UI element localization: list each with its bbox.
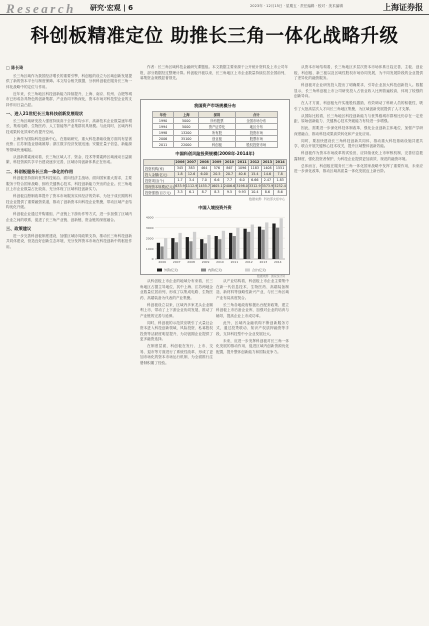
- table2-cell: 12.6: [185, 171, 198, 177]
- table2-cell: 8.7: [198, 189, 211, 195]
- table2-cell: 1605.1: [211, 184, 223, 189]
- table2-header: 2006: [175, 160, 185, 165]
- paragraph: 同时，科创板的示范效应吸引了大量社会资本进入科技创新领域，风险投资、私募股权投资等活跃度明显提升，为初创期企业提供了更多融资选择。: [140, 320, 213, 341]
- bar: [157, 242, 160, 258]
- bar: [229, 232, 232, 258]
- table1-cell: 1990: [153, 118, 174, 124]
- table2-header: 2009: [212, 160, 222, 165]
- paragraph: 总体而言，科创板在服务长三角一体化国家战略中发挥了重要作用，未来应进一步深化改革，推动区域高质量一体化发展迈上新台阶。: [294, 163, 423, 173]
- section-brand: Research: [6, 1, 76, 16]
- table1-cell: 地区分布: [235, 124, 277, 130]
- table2-cell: 6.66: [248, 177, 261, 183]
- y-tick-label: 3000: [145, 225, 154, 230]
- paragraph: 从国际比较看，长三角地区科技创新能力与世界级城市群相比仍存在一定差距，原始创新能力、关键核心技术突破能力有待进一步增强。: [294, 113, 423, 123]
- table2-cell: 7.8: [274, 171, 287, 177]
- table2-cell: 576: [211, 165, 224, 171]
- table1-cell: 13200: [174, 130, 199, 136]
- bar: [265, 222, 268, 259]
- x-tick-label: 2013: [259, 259, 268, 264]
- bar: [258, 226, 261, 258]
- bar: [186, 237, 189, 259]
- x-tick-label: 2014: [273, 259, 282, 264]
- table2-header: 2013: [262, 160, 272, 165]
- paragraph: 同时，要加快建设长三角科技创新共同体，推动重大科技基础设施共建共享，联合开展关键核心技术攻关，提升区域整体创新效能。: [294, 138, 423, 148]
- table2-cell: 9.5: [223, 189, 236, 195]
- section-label: 研究·宏观 | 6: [90, 4, 133, 12]
- subhead: 二、科创板服务长三角一体化的作用: [6, 168, 74, 174]
- paragraph: 因此，需要进一步深化科技体制改革，强化企业创新主体地位，加强产学研深度融合，推动科技成果高效转化和产业化应用。: [294, 126, 423, 136]
- page-number: 6: [128, 4, 133, 12]
- table2-cell: 7.0: [198, 177, 211, 183]
- bar: [272, 223, 275, 259]
- table2-cell: 9.93: [236, 189, 249, 195]
- y-tick-label: 1000: [145, 246, 154, 251]
- paragraph: 作者：长三角区域科技金融研究课题组。本文数据主要来源于公开统计资料及上市公司年报，部分数据经过整理计算。科创板开板以来，长三角地区上市企业数量持续位居全国前列，募集资金规模显著领先。: [140, 65, 288, 80]
- table1-cell: 5000: [174, 124, 199, 130]
- bar: [207, 235, 210, 259]
- paragraph: 从产业结构看，科创板上市企业主要集中在新一代信息技术、生物医药、高端装备制造、新材料等战略性新兴产业，与长三角区域产业布局高度契合。: [216, 279, 289, 300]
- table1-cell: 投资市场: [235, 130, 277, 136]
- table1-cell: 所有股: [199, 130, 235, 136]
- lead-paragraph: 长三角区域作为我国经济增长的重要引擎，科创板的设立为区域创新发展提供了新的资本平台与制度保障。本文结合相关数据，分析科创板在服务长三角一体化战略中的定位与作用。: [6, 73, 132, 89]
- bar: [236, 227, 239, 258]
- bar: [160, 246, 163, 259]
- center-intro: [140, 65, 288, 83]
- bar: [200, 239, 203, 259]
- legend-swatch: [201, 268, 206, 271]
- table2-header: 2007: [186, 160, 197, 165]
- paragraph: 在制度层面，科创板在发行、上市、交易、退市等方面进行了系统性改革，形成了更加市场化的资本市场运行机制，为全面推行注册制积累了经验。: [140, 344, 213, 365]
- paragraph: 进一步完善科创板制度建设，加强区域协同政策支持，推动长三角科技创新共同体建设，营造良好创新生态环境，充分发挥资本市场在科技创新中的枢纽作用。: [6, 233, 132, 249]
- table2-cell: 6.6: [211, 177, 224, 183]
- table2-cell: 3.3: [175, 189, 186, 195]
- paragraph: 近年来，长三角地区科技创新能力持续提升，上海、南京、杭州、合肥等城市已形成各具特色的创新集群，产业协同不断深化，资本市场对科技型企业的支持作用日益凸显。: [6, 91, 132, 107]
- paragraph: 科创板企业通过并购重组、产业链上下游协作等方式，进一步加强了区域内企业之间的联系，促进了长三角产业链、创新链、资金链的深度融合。: [6, 212, 132, 222]
- table1-cell: 全国市场分布: [235, 118, 277, 124]
- table1: [152, 111, 278, 148]
- table1-cell: 2006: [153, 136, 174, 142]
- bar: [251, 224, 254, 258]
- table2-title: 中国科创风险投资规模(2008年-2014年): [175, 151, 255, 156]
- chart-title: 中国入境投资外资: [198, 204, 232, 210]
- byline: □ 陈长琦: [6, 65, 24, 70]
- paragraph: 从科创板上市企业的地域分布来看，长三角地区占据主导地位，其中上海、江苏两地企业数量位居前列，形成了以集成电路、生物医药、高端装备为代表的产业集聚。: [140, 279, 213, 300]
- table1-row: [153, 142, 278, 148]
- table2-cell: 3.4: [185, 177, 198, 183]
- bar: [280, 218, 283, 259]
- bar: [276, 227, 279, 258]
- table2-cell: 1551: [274, 165, 287, 171]
- bar: [247, 231, 250, 258]
- table2-cell: 2406.6: [223, 184, 236, 189]
- bar: [171, 238, 174, 259]
- issue-date: 2023年 · 12月15日 · 星期五 · 责任编辑 · 校对 · 美术编辑: [250, 4, 343, 8]
- table2-cell: 管理资本规模(亿元): [145, 184, 174, 189]
- table1-cell: 科创板: [199, 142, 235, 148]
- bar: [218, 239, 221, 259]
- table1-cell: 资产证券化: [199, 124, 235, 130]
- bar: [243, 228, 246, 258]
- table2-cell: 5232.4: [274, 184, 286, 189]
- table1-cell: 5000: [174, 118, 199, 124]
- table2-cell: 1.8: [175, 171, 186, 177]
- bar: [175, 242, 178, 259]
- table2-header: 2008: [199, 160, 209, 165]
- legend-label: 内资(亿元): [208, 267, 223, 272]
- table2-cell: 6.0: [236, 177, 249, 183]
- bar: [164, 238, 167, 259]
- chart-container: [141, 203, 289, 283]
- table1-cell: 2011: [153, 142, 174, 148]
- headline: 科创板精准定位 助推长三角一体化战略升级: [30, 26, 399, 47]
- x-tick-label: 2011: [230, 259, 239, 264]
- table2-cell: 464: [198, 165, 211, 171]
- x-tick-label: 2012: [245, 259, 253, 264]
- table2-cell: 投入金额(亿元): [144, 171, 175, 177]
- table2-header: 2010: [224, 160, 235, 165]
- chart-source: 数据来源：国家统计局: [257, 273, 285, 278]
- table2-cell: 3198.0: [236, 184, 248, 189]
- table2-cell: 867: [223, 165, 236, 171]
- table2-cell: 8.6: [261, 189, 274, 195]
- paragraph: 科创板设立以来，区域内多家龙头企业顺利上市，带动了上下游企业协同发展，推动了产业链的完善与延伸。: [140, 302, 213, 318]
- paragraph: 长三角区域研发投入强度持续高于全国平均水平，高新技术企业数量逐年增长，集成电路、生物医药、人工智能等产业集群初具规模。与此同时，区域内科技成果转化效率仍有提升空间。: [6, 118, 132, 134]
- table2-cell: 1183: [248, 165, 261, 171]
- table2-cell: 投资机构(家): [144, 165, 175, 171]
- paragraph: 未来，应进一步发挥科创板对长三角一体化发展的推动作用，促进区域内创新资源优化配置，提升整体创新能力和国际竞争力。: [216, 338, 289, 354]
- table2-cell: 投资项目(个): [144, 177, 175, 183]
- table1-cell: 创业板: [199, 136, 235, 142]
- legend-label: 合计(亿元): [252, 267, 267, 272]
- table1-cell: 所有股票: [199, 118, 235, 124]
- paragraph: 长三角各地政府积极出台配套政策，建立科创板上市后备企业库，加强对企业的培育与辅导，提高企业上市成功率。: [216, 302, 289, 318]
- y-tick-label: 4000: [145, 215, 154, 220]
- table2-cell: 1455.7: [198, 184, 210, 189]
- table1-title: 我国资产市场规模分布: [194, 103, 236, 108]
- table2-cell: 8.3: [211, 189, 224, 195]
- table1-header: 合计: [235, 112, 277, 118]
- table2-cell: 8.6: [274, 189, 287, 195]
- table2-cell: 40.6: [236, 171, 249, 177]
- bar: [178, 232, 181, 258]
- masthead: [0, 0, 429, 15]
- x-tick-label: 2008: [187, 259, 195, 264]
- table2-cell: 1112.9: [185, 184, 198, 189]
- x-tick-label: 2010: [216, 259, 224, 264]
- table1-cell: 35100: [174, 136, 199, 142]
- table2-cell: 3312.9: [249, 184, 261, 189]
- bar: [262, 229, 265, 258]
- bar: [204, 243, 207, 259]
- subhead: 一、进入21世纪长三角科技创新发展现状: [6, 111, 84, 116]
- paragraph: 科创板作为资本市场改革的试验田，应持续优化上市审核机制，完善信息披露制度，强化投资者保护，为科技企业提供更加高效、规范的融资环境。: [294, 151, 423, 161]
- table1-cell: 股票市场: [235, 136, 277, 142]
- paragraph: 科创板对企业研发投入提出了明确要求，引导企业加大科技创新投入。数据显示，长三角科创板上市公司研发投入占营业收入比例普遍较高，体现了较强的创新导向。: [294, 83, 423, 98]
- table1-cell: 1994: [153, 124, 174, 130]
- table2-cell: 6.00: [198, 171, 211, 177]
- y-tick-label: 0: [151, 256, 154, 261]
- legend-label: 外资(亿元): [164, 267, 179, 272]
- table2-cell: 3573.9: [261, 184, 274, 189]
- bar-chart: [141, 203, 289, 279]
- table1-header: 深圳: [199, 112, 235, 118]
- table2-cell: 10.4: [248, 189, 261, 195]
- table2-cell: 1.83: [274, 177, 287, 183]
- table2-cell: 2.47: [261, 177, 274, 183]
- x-tick-label: 2006: [158, 259, 167, 264]
- table2-cell: 20.5: [211, 171, 224, 177]
- table2-cell: 投资强度(百万元): [144, 189, 175, 195]
- newspaper-name: 上海证券报: [383, 2, 423, 12]
- column-left: [6, 65, 132, 620]
- x-tick-label: 2007: [172, 259, 181, 264]
- bar: [233, 236, 236, 259]
- table2-header: 2014: [275, 160, 285, 165]
- paragraph: 科创板注册制改革提升了资本市场服务实体经济的效率，为处于成长期的科技企业提供了重要融资渠道，推动了创新资本向科技企业集聚，带动区域产业结构优化升级。: [6, 194, 132, 209]
- paragraph: 在人才方面，科创板允许实施股权激励，有效调动了科研人员的积极性，吸引了大批高层次人才向长三角地区集聚，为区域创新发展提供了人才支撑。: [294, 101, 423, 111]
- paragraph: 从资本市场结构看，长三角地区多层次资本市场体系日趋完善，主板、创业板、科创板、新三板以及区域性股权市场协同发展，为不同发展阶段的企业提供了差异化的融资服务。: [294, 65, 423, 80]
- table1-header: 年份: [153, 112, 174, 118]
- center-column-2: [216, 279, 289, 620]
- table2-source: 数据来源：科技部火炬中心: [248, 196, 285, 201]
- table2-cell: 345: [175, 165, 186, 171]
- paragraph: 此外，区域内金融机构不断创新服务方式，通过投贷联动、知识产权质押融资等手段，支持科技型中小企业发展壮大。: [216, 320, 289, 336]
- table1-cell: 22000: [174, 142, 199, 148]
- paragraph: 上海作为国际科技创新中心，在基础研究、重大科技基础设施方面具有显著优势；江苏制造业基础雄厚；浙江数字经济发展迅速；安徽在量子信息、新能源等领域快速崛起。: [6, 136, 132, 152]
- bar: [222, 230, 225, 258]
- table2: [143, 159, 287, 196]
- table2-cell: 383: [185, 165, 198, 171]
- table2-row: [144, 189, 287, 195]
- table2-cell: 14.6: [261, 171, 274, 177]
- paragraph: 从创新要素流动看，长三角区域人才、资金、技术等要素跨区域流动日益频繁，科技资源共享平台建设逐步完善，区域协同创新体系正在形成。: [6, 154, 132, 164]
- x-tick-label: 2009: [201, 259, 210, 264]
- table2-header: 2011: [237, 160, 247, 165]
- table2-cell: 633.9: [175, 184, 185, 189]
- bar: [193, 231, 196, 258]
- y-tick-label: 2000: [145, 235, 154, 240]
- table1-cell: 股权投资市场: [235, 142, 277, 148]
- table2-cell: 7.7: [223, 177, 236, 183]
- table2-cell: 1096: [236, 165, 249, 171]
- center-column-1: [140, 279, 213, 620]
- table1-header: 上海: [174, 112, 199, 118]
- legend-swatch: [157, 268, 162, 271]
- table2-cell: 20.7: [223, 171, 236, 177]
- paragraph: 科创板坚持面向世界科技前沿、面向经济主战场、面向国家重大需求，主要服务于符合国家战略、拥有关键核心技术、科技创新能力突出的企业。长三角地区上市企业数量占比较高，充分体现了区域科技创新实力。: [6, 176, 132, 191]
- table2-cell: 1.7: [175, 177, 186, 183]
- subhead: 三、政策建议: [6, 226, 32, 231]
- bar: [215, 236, 218, 259]
- table2-cell: 15.4: [248, 171, 261, 177]
- figure-box: [140, 99, 290, 278]
- table1-cell: 1998: [153, 130, 174, 136]
- legend-swatch: [245, 268, 250, 271]
- column-right: [294, 65, 423, 620]
- table2-cell: 1408: [261, 165, 274, 171]
- table2-cell: 6.1: [185, 189, 198, 195]
- table2-header: 2012: [250, 160, 260, 165]
- bar: [189, 241, 192, 259]
